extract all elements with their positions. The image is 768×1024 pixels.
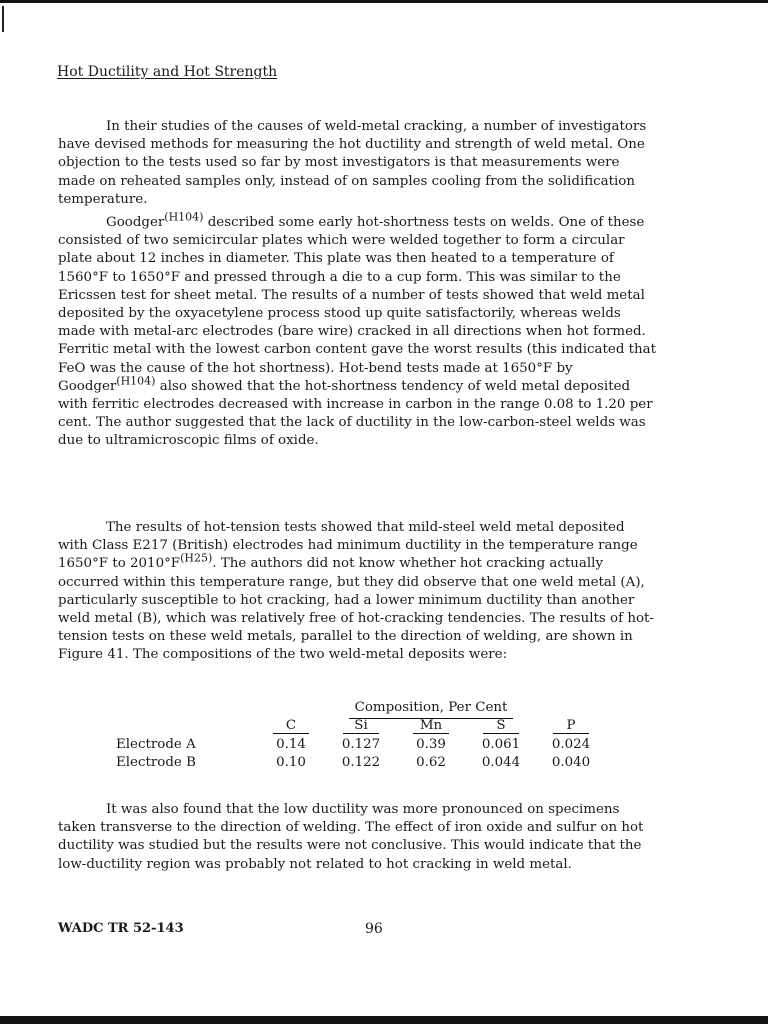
row-label-electrode-b: Electrode B (116, 754, 196, 770)
table-header-row (116, 717, 606, 735)
table-caption: Composition, Per Cent (116, 697, 606, 717)
table-cell: 0.39 (416, 736, 446, 752)
column-header-si: Si (326, 717, 396, 735)
table-cell: 0.122 (341, 754, 381, 770)
column-header-p: P (536, 717, 606, 735)
top-border-rule (0, 0, 768, 3)
table-cell: 0.127 (341, 736, 381, 752)
row-label-electrode-a: Electrode A (116, 736, 196, 752)
report-id: WADC TR 52-143 (58, 921, 184, 936)
paragraph-3-part-1: The results of hot-tension tests showed that mild-steel weld metal deposited with Class E217 (British) electrodes had minimum ductility in the temperature range 1650°F to 2010°F (58, 520, 638, 572)
bottom-border-bar (0, 1016, 768, 1024)
paragraph-3 (58, 519, 658, 665)
table-cell: 0.061 (481, 736, 521, 752)
column-header-c: C (256, 717, 326, 735)
paragraph-3-part-2: . The authors did not know whether hot cracking actually occurred within this temperature range, but they did observe that one weld metal (A), particularly susceptible to hot cracking, had a lower minimum ductility than another weld metal (B), which was relatively free of hot-cracking tendencies. The results of hot-tension tests on these weld metals, parallel to the direction of welding, are shown in Figure 41. The compositions of the two weld-metal deposits were: (58, 556, 654, 663)
left-margin-mark (2, 6, 4, 32)
table-cell: 0.10 (276, 754, 306, 770)
table-row (116, 735, 606, 753)
paragraph-2-text (58, 210, 658, 451)
column-header-mn: Mn (396, 717, 466, 735)
page-number: 96 (365, 921, 383, 937)
paragraph-2-part-3: also showed that the hot-shortness tendency of weld metal deposited with ferritic electrodes decreased with increase in carbon in the range 0.08 to 1.20 per cent. The author suggested that the lack of ductility in the low-carbon-steel welds was due to ultramicroscopic films of oxide. (58, 378, 653, 449)
table-cell: 0.14 (276, 736, 306, 752)
paragraph-2-part-1: Goodger (106, 215, 165, 230)
table-cell: 0.024 (551, 736, 591, 752)
composition-table (116, 697, 606, 771)
table-row (116, 753, 606, 771)
paragraph-2 (58, 210, 658, 451)
table-cell: 0.62 (416, 754, 446, 770)
reference-h104: (H104) (164, 210, 204, 224)
paragraph-2-part-2: described some early hot-shortness tests on welds. One of these consisted of two semicircular plates which were welded together to form a circular plate about 12 inches in diameter. This plate was then heated to a temperature of 1560°F to 1650°F and pressed through a die to a cup form. This was similar to the Ericssen test for sheet metal. The results of a number of tests showed that weld metal deposited by the oxyacetylene process stood up quite satisfactorily, whereas welds made with metal-arc electrodes (bare wire) cracked in all directions when hot formed. Ferritic metal with the lowest carbon content gave the worst results (this indicated that FeO was the cause of the hot shortness). Hot-bend tests made at 1650°F by Goodger (58, 215, 657, 394)
paragraph-1-text: In their studies of the causes of weld-metal cracking, a number of investigators have devised methods for measuring the hot ductility and strength of weld metal. One objection to the tests used so far by most investigators is that measurements were made on reheated samples only, instead of on samples cooling from the solidification temperature. (58, 119, 647, 207)
paragraph-4 (58, 801, 658, 874)
paragraph-3-text (58, 519, 658, 665)
section-heading: Hot Ductility and Hot Strength (57, 64, 278, 80)
reference-h104-second: (H104) (116, 374, 156, 388)
table-cell: 0.040 (551, 754, 591, 770)
paragraph-4-text: It was also found that the low ductility was more pronounced on specimens taken transverse to the direction of welding. The effect of iron oxide and sulfur on hot ductility was studied but the results were not conclusive. This would indicate that the low-ductility region was probably not related to hot cracking in weld metal. (58, 802, 644, 872)
paragraph-1 (58, 118, 658, 209)
reference-h25: (H25) (180, 551, 213, 565)
column-header-s: S (466, 717, 536, 735)
table-cell: 0.044 (481, 754, 521, 770)
